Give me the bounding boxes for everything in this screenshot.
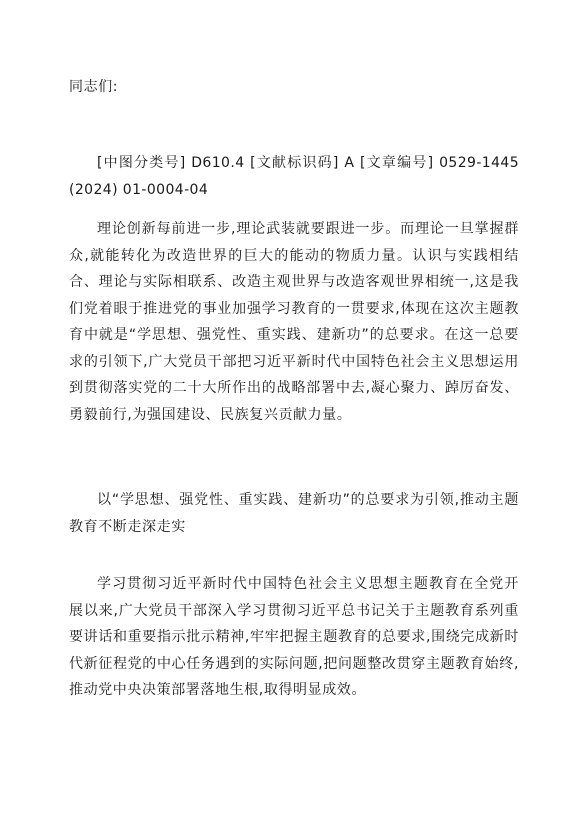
salutation: 同志们: xyxy=(69,79,119,95)
body-paragraph: 学习贯彻习近平新时代中国特色社会主义思想主题教育在全党开展以来,广大党员干部深入学习贯彻习近平总书记关于主题教育系列重要讲话和重要指示批示精神,牢牢把握主题教育的总要求,围绕完成新时代新征程党的中心任务遇到的实际问题,把问题整改贯穿主题教育始终,推动党中央决策部署落地生根,取得明显成效。 xyxy=(69,576,519,698)
section-heading: 以“学思想、强党性、重实践、建新功”的总要求为引领,推动主题教育不断走深走实 xyxy=(69,492,519,535)
classification-line: [中图分类号] D610.4 [文献标识码] A [文章编号] 0529-1445 (2024) 01-0004-04 xyxy=(69,155,519,198)
body-paragraph: 理论创新每前进一步,理论武装就要跟进一步。而理论一旦掌握群众,就能转化为改造世界的巨大的能动的物质力量。认识与实践相结合、理论与实际相联系、改造主观世界与改造客观世界相统一,这是我们党着眼于推进党的事业加强学习教育的一贯要求,体现在这次主题教育中就是“学思想、强党性、重实践、建新功”的总要求。在这一总要求的引领下,广大党员干部把习近平新时代中国特色社会主义思想运用到贯彻落实党的二十大所作出的战略部署中去,凝心聚力、踔厉奋发、勇毅前行,为强国建设、民族复兴贡献力量。 xyxy=(69,221,519,423)
